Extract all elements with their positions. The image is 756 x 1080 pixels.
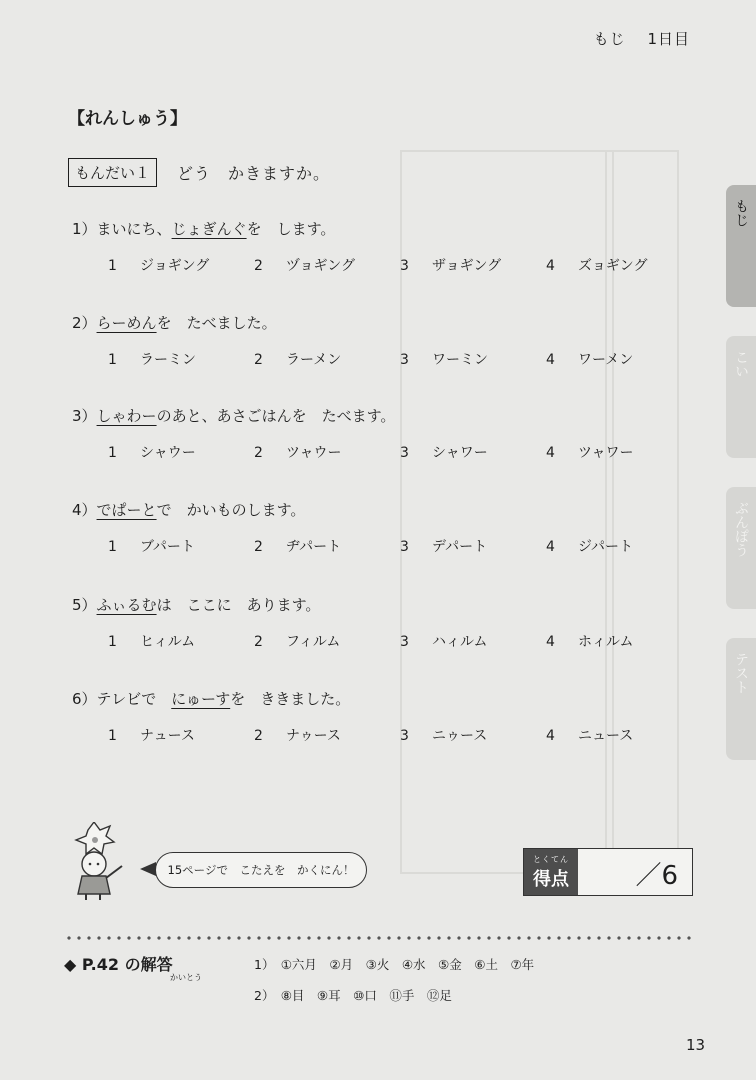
option-4[interactable]: 4 ワーメン: [546, 352, 634, 368]
options-row: [108, 536, 692, 556]
score-total: ／6: [635, 861, 678, 891]
question-6: [72, 688, 692, 745]
score-title: 得点: [533, 868, 569, 890]
answer-key-line-2: 2） ⑧目 ⑨耳 ⑩口 ⑪手 ⑫足: [254, 988, 452, 1003]
options-row: [108, 349, 692, 369]
answer-key-title: ◆ P.42 の解答: [64, 955, 173, 974]
option-2[interactable]: 2 ヂパート: [254, 539, 342, 555]
speech-bubble-tail: [140, 862, 156, 876]
option-1[interactable]: 1 ナュース: [108, 728, 195, 744]
options-row: [108, 255, 692, 275]
option-3[interactable]: 3 デパート: [400, 539, 488, 555]
option-3[interactable]: 3 ニゥース: [400, 728, 488, 744]
options-row: [108, 725, 692, 745]
score-entry-field[interactable]: [578, 849, 692, 895]
option-3[interactable]: 3 ザョギング: [400, 258, 502, 274]
option-1[interactable]: 1 ブパート: [108, 539, 195, 555]
problem-label: もんだい１: [68, 158, 157, 187]
question-1: [72, 218, 692, 275]
question-sentence: 6）テレビで にゅーすを ききました。: [72, 690, 351, 708]
target-word: しゃわー: [96, 407, 157, 425]
page-number: 13: [686, 1036, 706, 1054]
question-2: [72, 312, 692, 369]
option-1[interactable]: 1 ヒィルム: [108, 634, 196, 650]
option-4[interactable]: 4 ジパート: [546, 539, 634, 555]
target-word: ふぃるむ: [96, 596, 157, 614]
target-word: らーめん: [96, 314, 157, 332]
option-4[interactable]: 4 ホィルム: [546, 634, 634, 650]
options-row: [108, 631, 692, 651]
option-2[interactable]: 2 ナゥース: [254, 728, 341, 744]
option-1[interactable]: 1 ラーミン: [108, 352, 196, 368]
question-3: [72, 405, 692, 462]
option-2[interactable]: 2 ヅョギング: [254, 258, 356, 274]
header-day: 1日目: [647, 30, 690, 48]
option-2[interactable]: 2 ツャウー: [254, 445, 342, 461]
page-header: [594, 28, 690, 49]
question-4: [72, 499, 692, 556]
question-sentence: 3）しゃわーのあと、あさごはんを たべます。: [72, 407, 396, 425]
section-title: 【れんしゅう】: [68, 109, 187, 129]
option-4[interactable]: 4 ツャワー: [546, 445, 634, 461]
side-tab-moji[interactable]: もじ: [726, 185, 756, 307]
target-word: じょぎんぐ: [171, 220, 247, 238]
option-3[interactable]: 3 シャワー: [400, 445, 488, 461]
answer-key-line-1: 1） ①六月 ②月 ③火 ④水 ⑤金 ⑥土 ⑦年: [254, 957, 535, 972]
target-word: でぱーと: [96, 501, 157, 519]
question-sentence: 5）ふぃるむは ここに あります。: [72, 596, 321, 614]
options-row: [108, 442, 692, 462]
target-word: にゅーす: [171, 690, 231, 708]
option-1[interactable]: 1 シャウー: [108, 445, 196, 461]
option-3[interactable]: 3 ハィルム: [400, 634, 488, 650]
question-sentence: 4）でぱーとで かいものします。: [72, 501, 306, 519]
problem-heading: [68, 158, 330, 187]
question-sentence: 1）まいにち、じょぎんぐを します。: [72, 220, 336, 238]
option-4[interactable]: 4 ニュース: [546, 728, 634, 744]
side-tab-bunpou[interactable]: ぶんぽう: [726, 487, 756, 609]
option-2[interactable]: 2 フィルム: [254, 634, 341, 650]
answer-key-ruby: かいとう: [170, 973, 202, 982]
header-section: もじ: [593, 30, 626, 48]
speech-bubble: 15ページで こたえを かくにん！: [155, 852, 367, 888]
option-2[interactable]: 2 ラーメン: [254, 352, 342, 368]
score-label: [524, 849, 578, 895]
question-sentence: 2）らーめんを たべました。: [72, 314, 277, 332]
dotted-divider: [64, 936, 694, 940]
score-ruby: とくてん: [533, 854, 569, 864]
side-tab-test[interactable]: テスト: [726, 638, 756, 760]
score-box: [523, 848, 693, 896]
mascot-illustration: [66, 822, 132, 902]
option-4[interactable]: 4 ズョギング: [546, 258, 648, 274]
option-3[interactable]: 3 ワーミン: [400, 352, 488, 368]
problem-instruction: どう かきますか。: [177, 164, 331, 183]
option-1[interactable]: 1 ジョギング: [108, 258, 210, 274]
question-5: [72, 594, 692, 651]
side-tab-goi[interactable]: こい: [726, 336, 756, 458]
